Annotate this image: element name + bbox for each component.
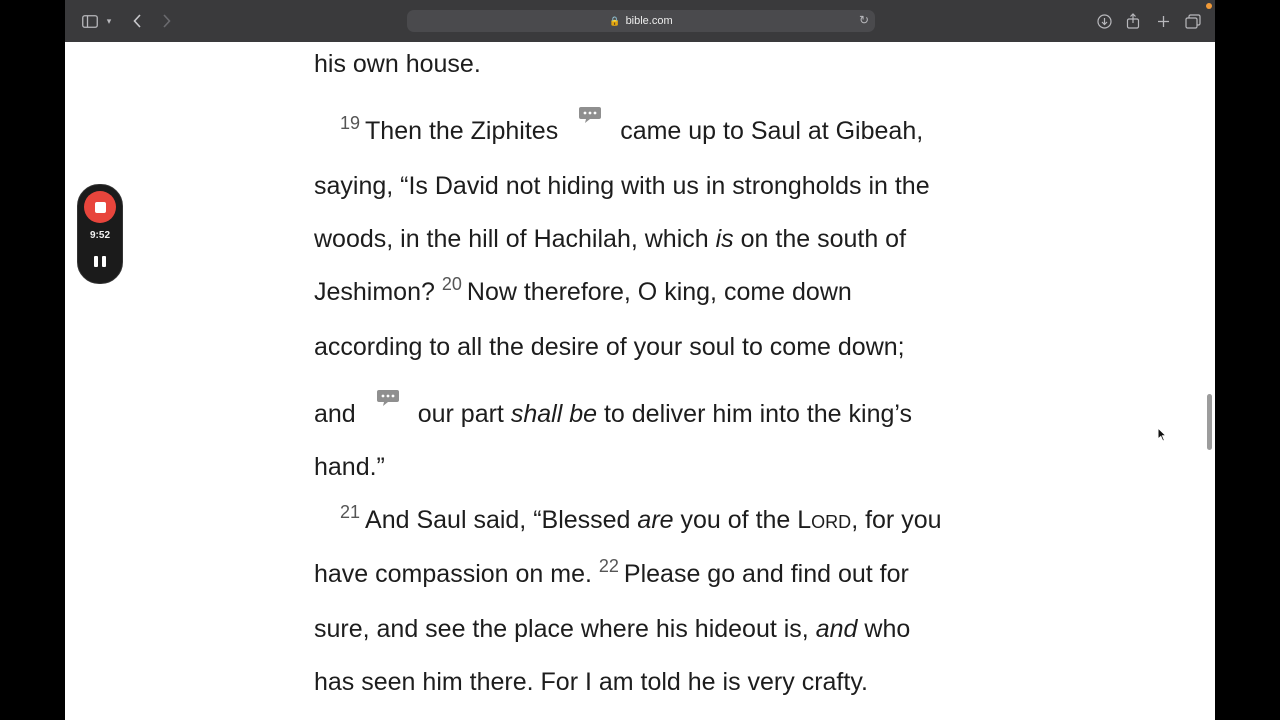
chevron-down-icon[interactable]: ▾: [106, 15, 112, 26]
passage-line: and our part shall be to deliver him into the king’s: [314, 399, 912, 429]
passage-line: sure, and see the place where his hideout is, and who: [314, 615, 911, 643]
sidebar-toggle-icon[interactable]: [81, 11, 99, 31]
tab-overview-icon[interactable]: [1184, 11, 1202, 31]
browser-window: [65, 0, 1215, 720]
page-content: [65, 42, 1215, 720]
address-bar[interactable]: [407, 10, 875, 32]
download-icon[interactable]: [1096, 11, 1112, 31]
passage-line: Jeshimon? $^{20}$ Now therefore, O king, come down: [314, 274, 852, 306]
passage-line: hand.”: [314, 453, 385, 481]
verse-number: 21: [340, 502, 361, 522]
verse-number: 22: [598, 556, 619, 576]
pause-icon: [94, 256, 98, 267]
verse-number: 19: [340, 113, 361, 133]
stop-icon: [95, 202, 106, 213]
notification-dot: [1206, 3, 1212, 9]
stop-recording-button[interactable]: [84, 191, 116, 223]
pause-button[interactable]: [94, 256, 106, 269]
footnote-icon[interactable]: [376, 385, 400, 405]
forward-icon[interactable]: [158, 11, 174, 31]
url-text: bible.com: [625, 15, 673, 27]
passage-line: has seen him there. For I am told he is very crafty.: [314, 668, 868, 696]
recording-time: 9:52: [89, 230, 110, 241]
verse-21[interactable]: $^{21}$ And Saul said, “Blessed are you of the Lord, for you: [340, 502, 942, 534]
new-tab-icon[interactable]: [1155, 11, 1171, 31]
passage-line: woods, in the hill of Hachilah, which is on the south of: [314, 225, 907, 253]
verse-19[interactable]: $^{19}$ Then the Ziphites came up to Saul at Gibeah,: [340, 116, 923, 148]
passage-line: saying, “Is David not hiding with us in strongholds in the: [314, 172, 930, 200]
passage-line: according to all the desire of your soul to come down;: [314, 333, 905, 361]
mouse-cursor-icon: [1157, 427, 1167, 447]
passage-line: his own house.: [314, 50, 481, 78]
share-icon[interactable]: [1125, 11, 1141, 31]
verse-number: 20: [441, 274, 462, 294]
screen-recorder-widget: [77, 184, 123, 284]
reload-icon[interactable]: ↻: [858, 13, 869, 27]
lock-icon: 🔒: [609, 15, 621, 26]
footnote-icon[interactable]: [578, 102, 602, 122]
browser-toolbar: [65, 0, 1215, 43]
back-icon[interactable]: [129, 11, 145, 31]
scrollbar-thumb[interactable]: [1207, 394, 1212, 450]
passage-line: have compassion on me. $^{22}$ Please go and find out for: [314, 556, 909, 588]
